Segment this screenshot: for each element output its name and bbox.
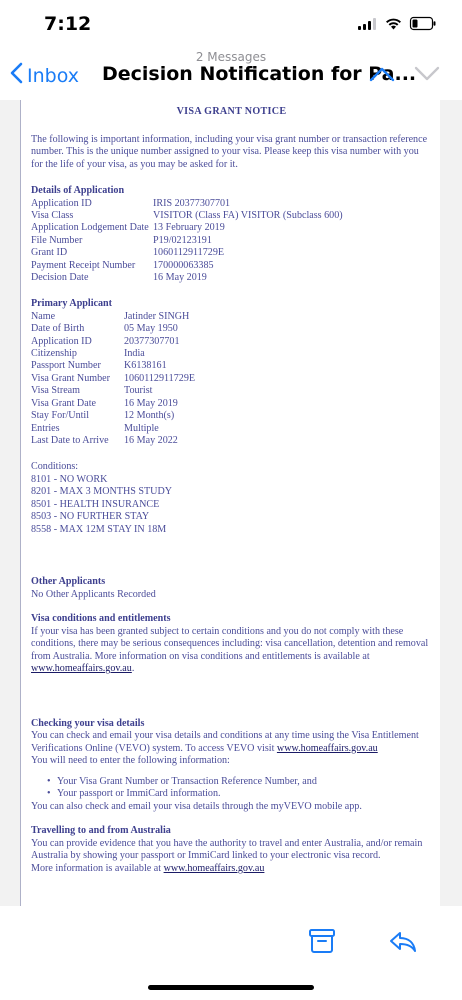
kv-row: [31, 360, 195, 372]
condition-item: 8503 - NO FURTHER STAY: [31, 511, 150, 523]
home-indicator: [148, 985, 314, 990]
kv-key: Name: [31, 310, 56, 322]
chevron-left-icon: [10, 62, 23, 89]
entitlements-tail: .: [131, 663, 135, 675]
message-nav-bar: [0, 48, 462, 100]
kv-row: [31, 235, 343, 247]
kv-row: [31, 247, 343, 259]
kv-key: Stay For/Until: [31, 410, 90, 422]
back-label: Inbox: [27, 64, 79, 87]
kv-value: 16 May 2019: [153, 271, 207, 283]
kv-row: [31, 423, 195, 435]
kv-value: 1060112911729E: [153, 247, 225, 259]
condition-item: 8101 - NO WORK: [31, 473, 108, 485]
kv-value: Multiple: [124, 422, 159, 434]
checking-text: You can check and email your visa details and conditions at any time using the Visa Entitlement Verifications Online (VEVO) system. To access VEVO visit: [31, 730, 419, 754]
applicant-heading: Primary Applicant: [31, 298, 113, 310]
kv-row: [31, 385, 195, 397]
entitlements-heading: Visa conditions and entitlements: [31, 613, 171, 625]
entitlements-link[interactable]: www.homeaffairs.gov.au: [31, 663, 132, 675]
condition-item: 8558 - MAX 12M STAY IN 18M: [31, 523, 167, 535]
kv-key: Visa Stream: [31, 385, 81, 397]
kv-row: [31, 410, 195, 422]
conditions-heading: Conditions:: [31, 461, 79, 473]
kv-value: P19/02123191: [153, 234, 212, 246]
checking-paragraph: [31, 730, 432, 755]
kv-row: [31, 260, 343, 272]
kv-row: [31, 222, 343, 234]
kv-value: 16 May 2019: [124, 397, 178, 409]
reply-icon[interactable]: [388, 930, 418, 959]
wifi-icon: [385, 17, 402, 35]
checking-need: You will need to enter the following information:: [31, 755, 230, 767]
visa-grant-document: [20, 100, 440, 906]
status-bar: [0, 0, 462, 50]
kv-value: K6138161: [124, 360, 167, 372]
kv-value: Jatinder SINGH: [124, 310, 190, 322]
kv-value: 12 Month(s): [124, 410, 175, 422]
entitlements-text: If your visa has been granted subject to certain conditions and you do not comply with these conditions, there may be serious consequences including: visa cancellation, detention and removal from Australia. More information on visa conditions and entitlements is available at: [31, 625, 429, 662]
checking-app-text: You can also check and email your visa details through the myVEVO mobile app.: [31, 800, 362, 812]
kv-key: Payment Receipt Number: [31, 259, 136, 271]
document-title: VISA GRANT NOTICE: [176, 106, 287, 117]
kv-row: [31, 336, 195, 348]
status-time: 7:12: [44, 13, 92, 35]
kv-value: 13 February 2019: [153, 222, 225, 234]
kv-key: Visa Grant Date: [31, 397, 96, 409]
kv-value: 1060112911729E: [124, 372, 196, 384]
archive-icon[interactable]: [308, 928, 336, 959]
kv-key: Decision Date: [31, 271, 89, 283]
kv-key: Entries: [31, 422, 60, 434]
status-icons: [358, 17, 436, 35]
checking-bullet: • Your passport or ImmiCard information.: [31, 788, 432, 801]
kv-row: [31, 198, 343, 210]
kv-key: Application Lodgement Date: [31, 222, 149, 234]
kv-row: [31, 373, 195, 385]
entitlements-paragraph: [31, 626, 432, 676]
checking-link[interactable]: www.homeaffairs.gov.au: [276, 742, 378, 754]
message-body[interactable]: [0, 100, 462, 906]
kv-key: Passport Number: [31, 360, 101, 372]
kv-value: India: [124, 348, 145, 360]
details-heading: Details of Application: [31, 185, 125, 196]
travel-more-text: More information is available at: [31, 862, 162, 874]
kv-key: Visa Grant Number: [31, 372, 110, 384]
kv-value: IRIS 20377307701: [153, 197, 231, 209]
kv-value: Tourist: [124, 385, 153, 397]
other-applicants-heading: Other Applicants: [31, 576, 106, 588]
conditions-list: [31, 474, 432, 537]
details-table: [31, 198, 343, 285]
travel-text: You can provide evidence that you have the authority to travel and enter Australia, and/or remain Australia by showing your passport or ImmiCard linked to your electronic visa record.: [31, 837, 423, 862]
kv-key: Citizenship: [31, 348, 77, 360]
kv-value: 170000063385: [153, 259, 214, 271]
kv-value: VISITOR (Class FA) VISITOR (Subclass 600): [153, 209, 343, 221]
checking-bullet: • Your Visa Grant Number or Transaction Reference Number, and: [31, 776, 432, 789]
kv-row: [31, 398, 195, 410]
signal-icon: [358, 17, 377, 35]
kv-key: File Number: [31, 234, 83, 246]
applicant-table: [31, 311, 195, 447]
intro-paragraph: The following is important information, including your visa grant number or transaction reference number. This is the unique number assigned to your visa. Please keep this visa number with you for the life of your visa, as you may be asked for it.: [31, 133, 428, 170]
message-subject: Decision Notification for Pa...: [102, 63, 417, 85]
message-count: 2 Messages: [195, 50, 267, 64]
kv-key: Application ID: [31, 197, 92, 209]
chevron-down-icon[interactable]: [414, 66, 440, 87]
battery-icon: [410, 17, 436, 35]
kv-row: [31, 311, 195, 323]
condition-item: 8501 - HEALTH INSURANCE: [31, 498, 160, 510]
travel-link[interactable]: www.homeaffairs.gov.au: [163, 862, 265, 874]
kv-value: 20377307701: [124, 335, 180, 347]
other-applicants-text: No Other Applicants Recorded: [31, 588, 156, 600]
kv-row: [31, 435, 195, 447]
kv-key: Date of Birth: [31, 323, 85, 335]
inbox-back-button[interactable]: [10, 62, 79, 89]
kv-row: [31, 272, 343, 284]
chevron-up-icon[interactable]: [369, 66, 395, 87]
kv-row: [31, 210, 343, 222]
kv-key: Application ID: [31, 335, 92, 347]
kv-row: [31, 348, 195, 360]
kv-key: Grant ID: [31, 247, 68, 259]
condition-item: 8201 - MAX 3 MONTHS STUDY: [31, 486, 173, 498]
kv-key: Visa Class: [31, 209, 74, 221]
kv-key: Last Date to Arrive: [31, 434, 109, 446]
kv-row: [31, 323, 195, 335]
kv-value: 16 May 2022: [124, 434, 178, 446]
travel-more: [31, 863, 432, 876]
travel-heading: Travelling to and from Australia: [31, 825, 171, 837]
checking-heading: Checking your visa details: [31, 717, 145, 729]
kv-value: 05 May 1950: [124, 323, 178, 335]
